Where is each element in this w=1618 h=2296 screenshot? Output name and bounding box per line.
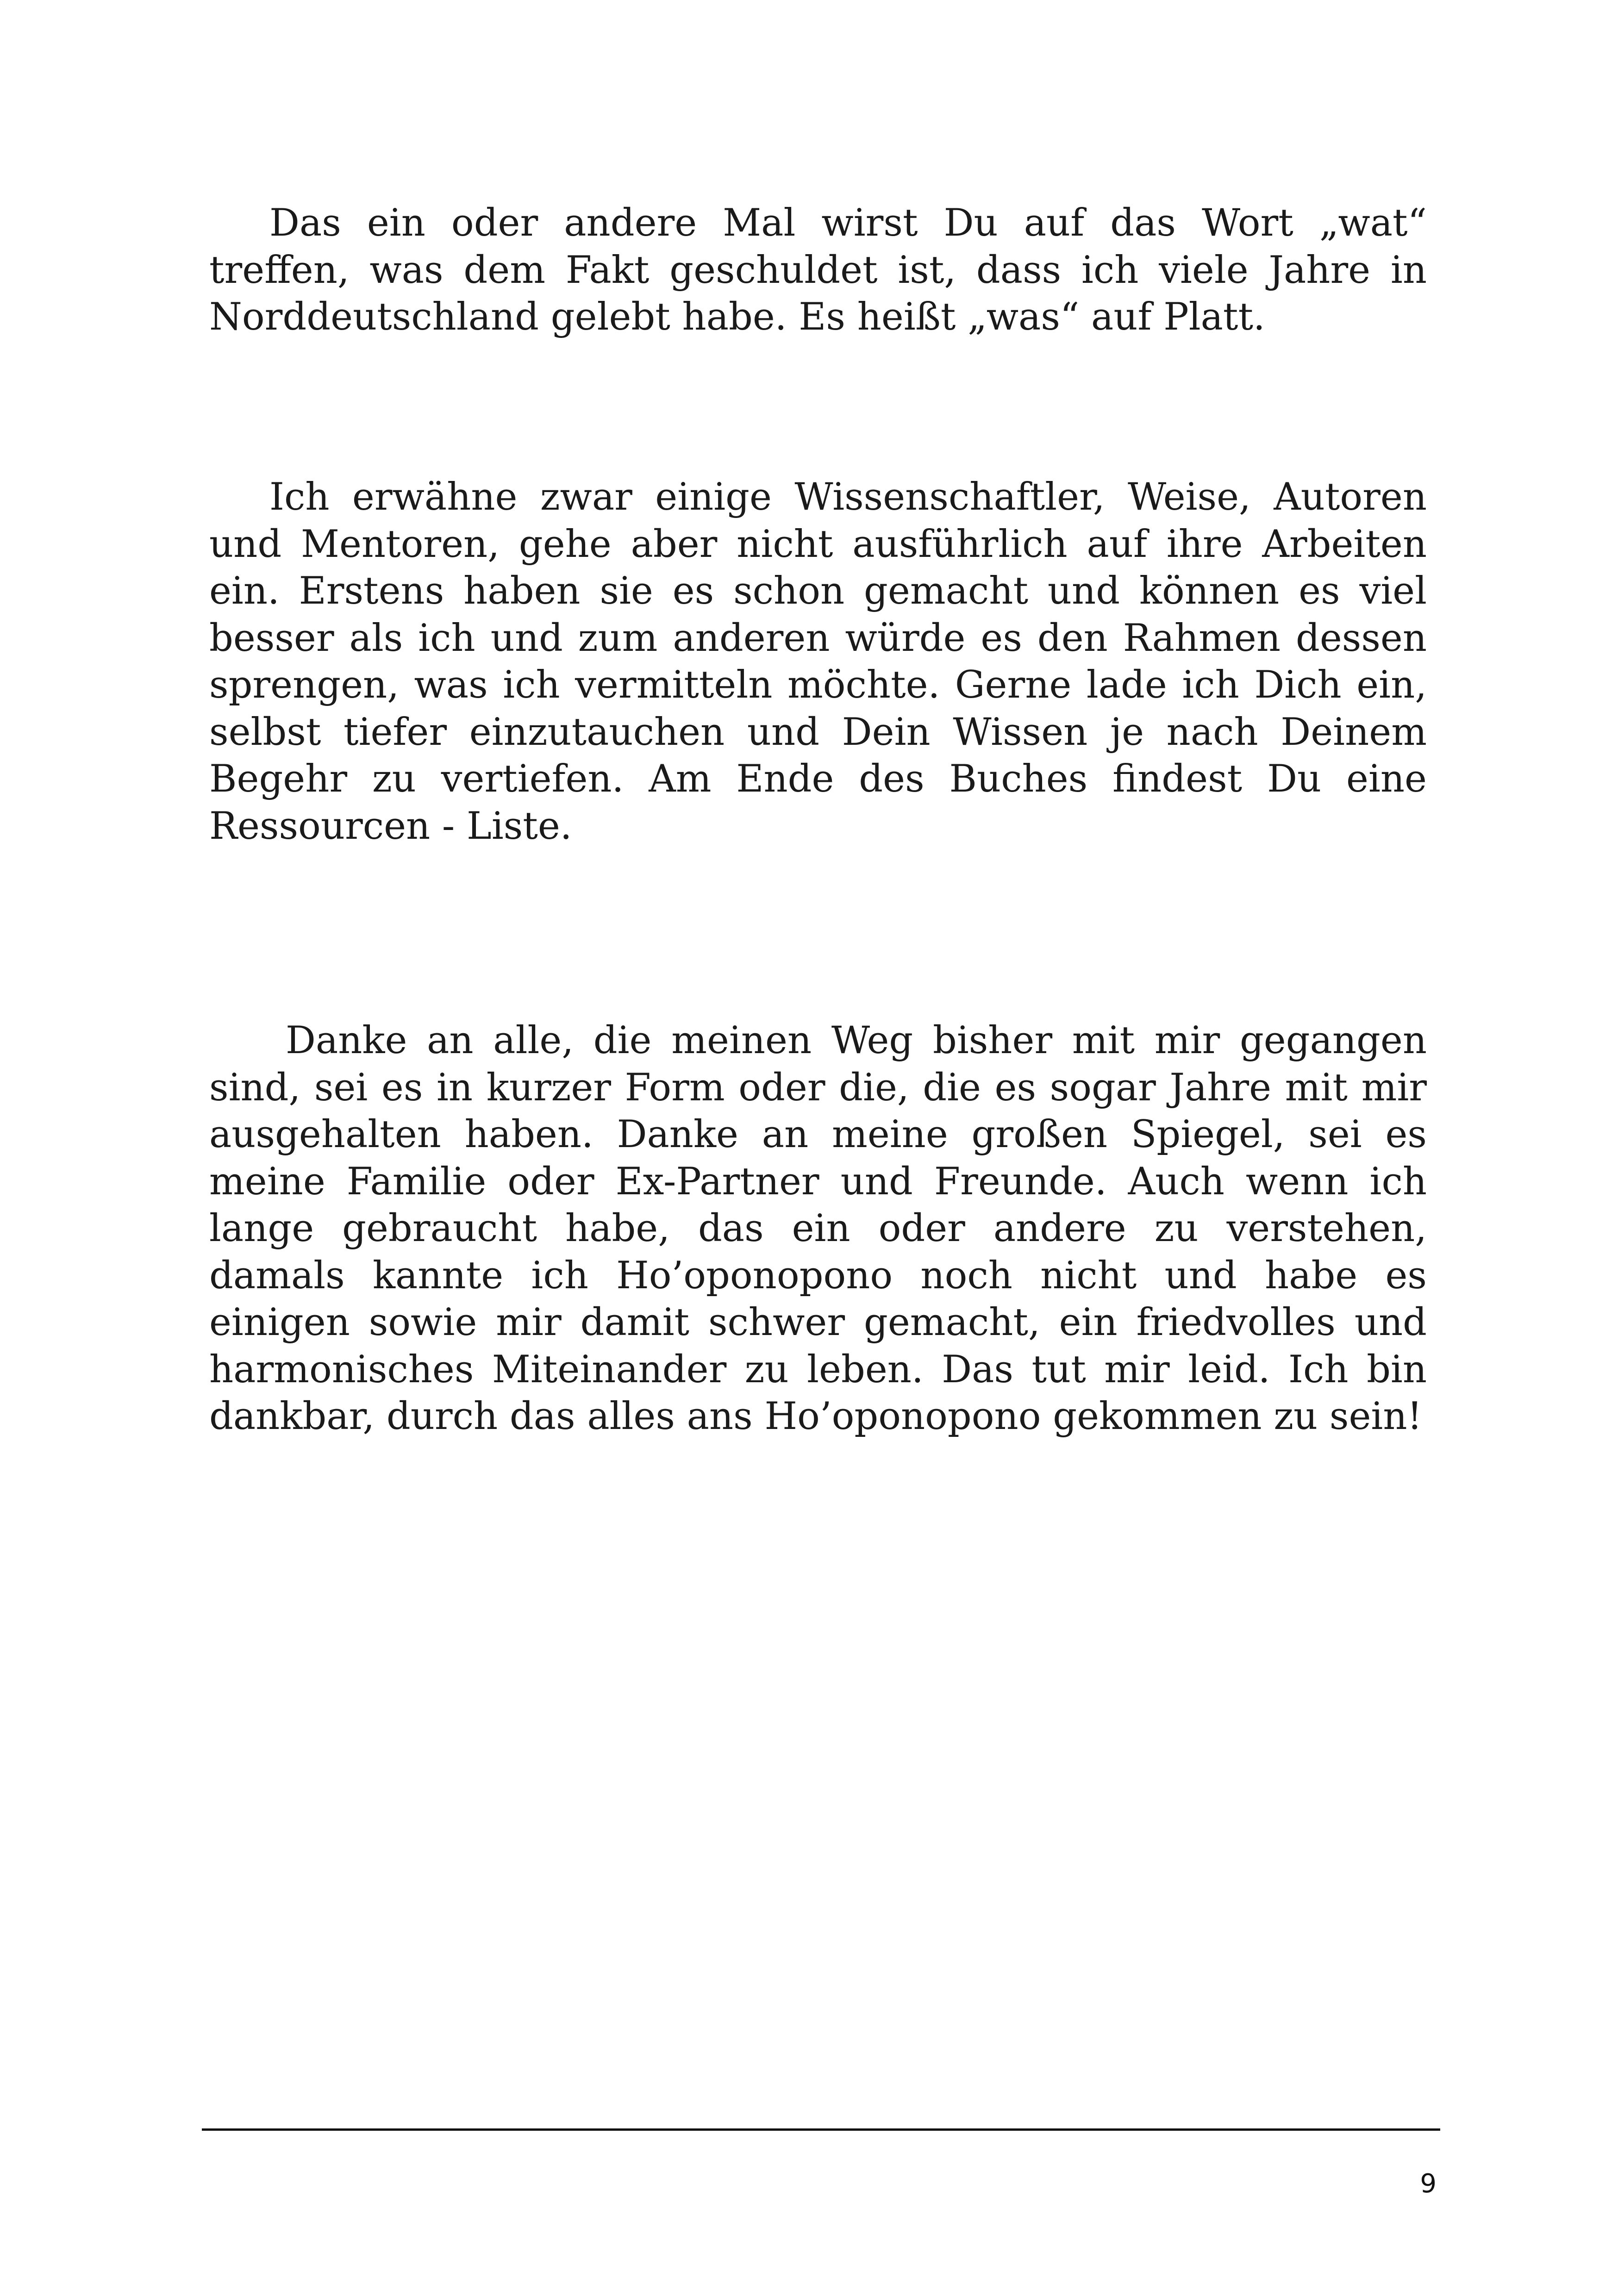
paragraph-wissenschaftler: Ich erwähne zwar einige Wissenschaftler, Weise, Autoren und Mentoren, gehe aber nicht ausführlich auf ihre Arbeiten ein. Erstens haben sie es schon gemacht und können es viel besser als ich und zum anderen würde es den Rahmen dessen sprengen, was ich vermitteln möchte. Gerne lade ich Dich ein, selbst tiefer einzutauchen und Dein Wissen je nach Deinem Begehr zu vertiefen. Am Ende des Buches findest Du eine Ressourcen - Liste. bbox=[209, 475, 1427, 848]
paragraph-wat: Das ein oder andere Mal wirst Du auf das Wort „wat“ treffen, was dem Fakt geschuldet ist, dass ich viele Jahre in Norddeutschland gelebt habe. Es heißt „was“ auf Platt. bbox=[209, 201, 1427, 339]
page-number: 9 bbox=[1420, 2169, 1437, 2199]
paragraph-danke: Danke an alle, die meinen Weg bisher mit mir gegangen sind, sei es in kurzer Form oder die, die es sogar Jahre mit mir ausgehalten haben. Danke an meine großen Spiegel, sei es meine Familie oder Ex-Partner und Freunde. Auch wenn ich lange gebraucht habe, das ein oder andere zu verstehen, damals kannte ich Ho’oponopono noch nicht und habe es einigen sowie mir damit schwer gemacht, ein friedvolles und harmonisches Miteinander zu leben. Das tut mir leid. Ich bin dankbar, durch das alles ans Ho’oponopono gekommen zu sein! bbox=[209, 1019, 1427, 1438]
footer-divider bbox=[202, 2128, 1440, 2131]
